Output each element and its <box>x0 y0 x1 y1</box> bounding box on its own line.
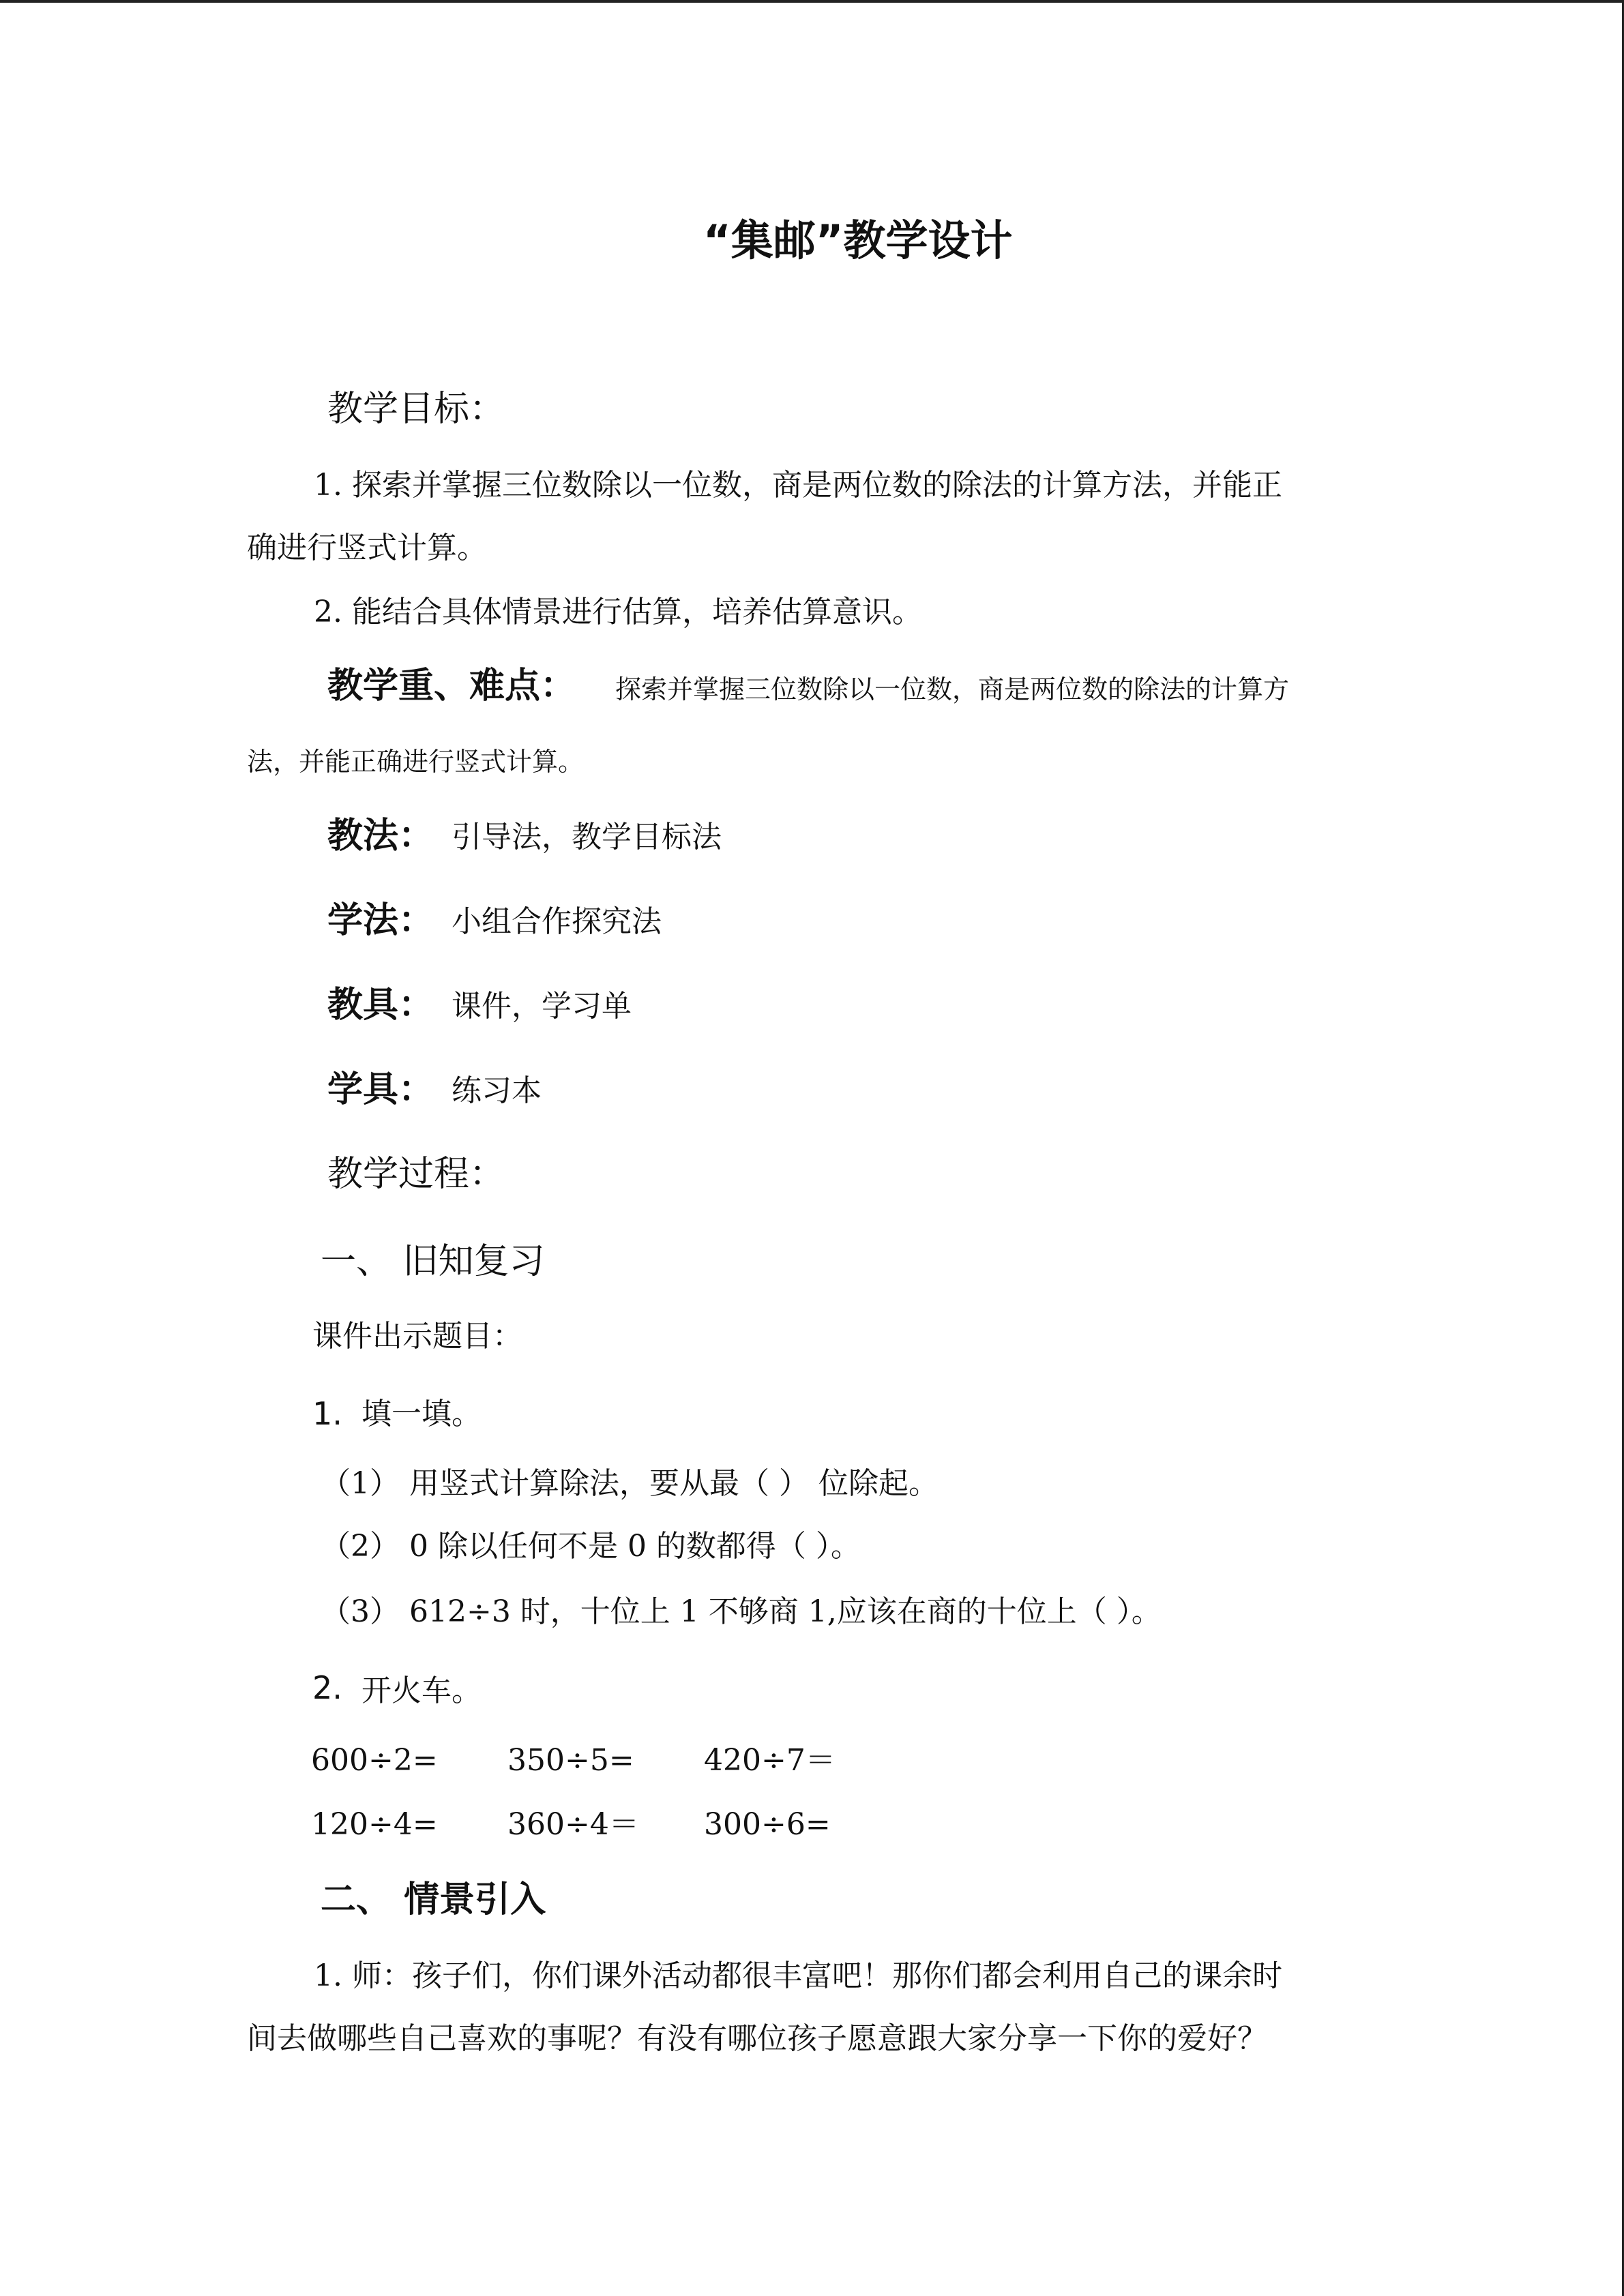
learning-method-value: 小组合作探究法 <box>452 904 662 939</box>
question-1-item-3: （3） 612÷3 时，十位上 1 不够商 1,应该在商的十位上（ ）。 <box>321 1594 1162 1629</box>
train-row-1-item-1: 600÷2= <box>311 1743 438 1778</box>
teaching-method-heading: 教法： <box>327 816 434 856</box>
teaching-tools-value: 课件，学习单 <box>452 989 632 1024</box>
question-2-text: 开火车。 <box>361 1673 482 1708</box>
learning-tools-value: 练习本 <box>452 1073 542 1108</box>
objective-2: 2. 能结合具体情景进行估算，培养估算意识。 <box>314 595 922 629</box>
question-1-text: 填一填。 <box>361 1397 482 1431</box>
train-row-2-item-3: 300÷6= <box>704 1807 831 1842</box>
question-1-number: 1. <box>312 1395 342 1432</box>
train-row-2-item-1: 120÷4= <box>311 1807 438 1842</box>
learning-method-heading: 学法： <box>327 900 434 941</box>
question-1-item-1: （1） 用竖式计算除法，要从最（ ） 位除起。 <box>321 1466 939 1501</box>
key-points-heading: 教学重、难点： <box>327 666 576 706</box>
section-2-heading: 二、 情景引入 <box>321 1879 546 1920</box>
question-1-item-2: （2） 0 除以任何不是 0 的数都得（ ）。 <box>321 1529 861 1564</box>
teaching-tools-heading: 教具： <box>327 985 434 1026</box>
key-points-line-2: 法，并能正确进行竖式计算。 <box>247 747 585 777</box>
document-title: “集邮”教学设计 <box>703 215 1013 265</box>
learning-tools-heading: 学具： <box>327 1069 434 1110</box>
objectives-heading: 教学目标： <box>327 389 505 430</box>
page-border-top <box>0 0 1624 3</box>
section-2-line-2: 间去做哪些自己喜欢的事呢？有没有哪位孩子愿意跟大家分享一下你的爱好？ <box>247 2021 1267 2056</box>
section-1-intro: 课件出示题目： <box>312 1319 522 1354</box>
key-points-line-1: 探索并掌握三位数除以一位数，商是两位数的除法的计算方 <box>615 674 1290 704</box>
train-row-1-item-2: 350÷5= <box>507 1743 634 1778</box>
train-row-1-item-3: 420÷7＝ <box>704 1743 836 1778</box>
train-row-2-item-2: 360÷4＝ <box>507 1807 639 1842</box>
teaching-method-value: 引导法，教学目标法 <box>452 820 722 854</box>
section-1-heading: 一、 旧知复习 <box>321 1241 545 1282</box>
section-2-line-1: 1. 师：孩子们，你们课外活动都很丰富吧！那你们都会利用自己的课余时 <box>314 1958 1282 1993</box>
objective-1-line-1: 1. 探索并掌握三位数除以一位数，商是两位数的除法的计算方法，并能正 <box>314 468 1282 503</box>
process-heading: 教学过程： <box>327 1154 505 1195</box>
objective-1-line-2: 确进行竖式计算。 <box>247 531 487 565</box>
question-2-number: 2. <box>312 1669 342 1706</box>
